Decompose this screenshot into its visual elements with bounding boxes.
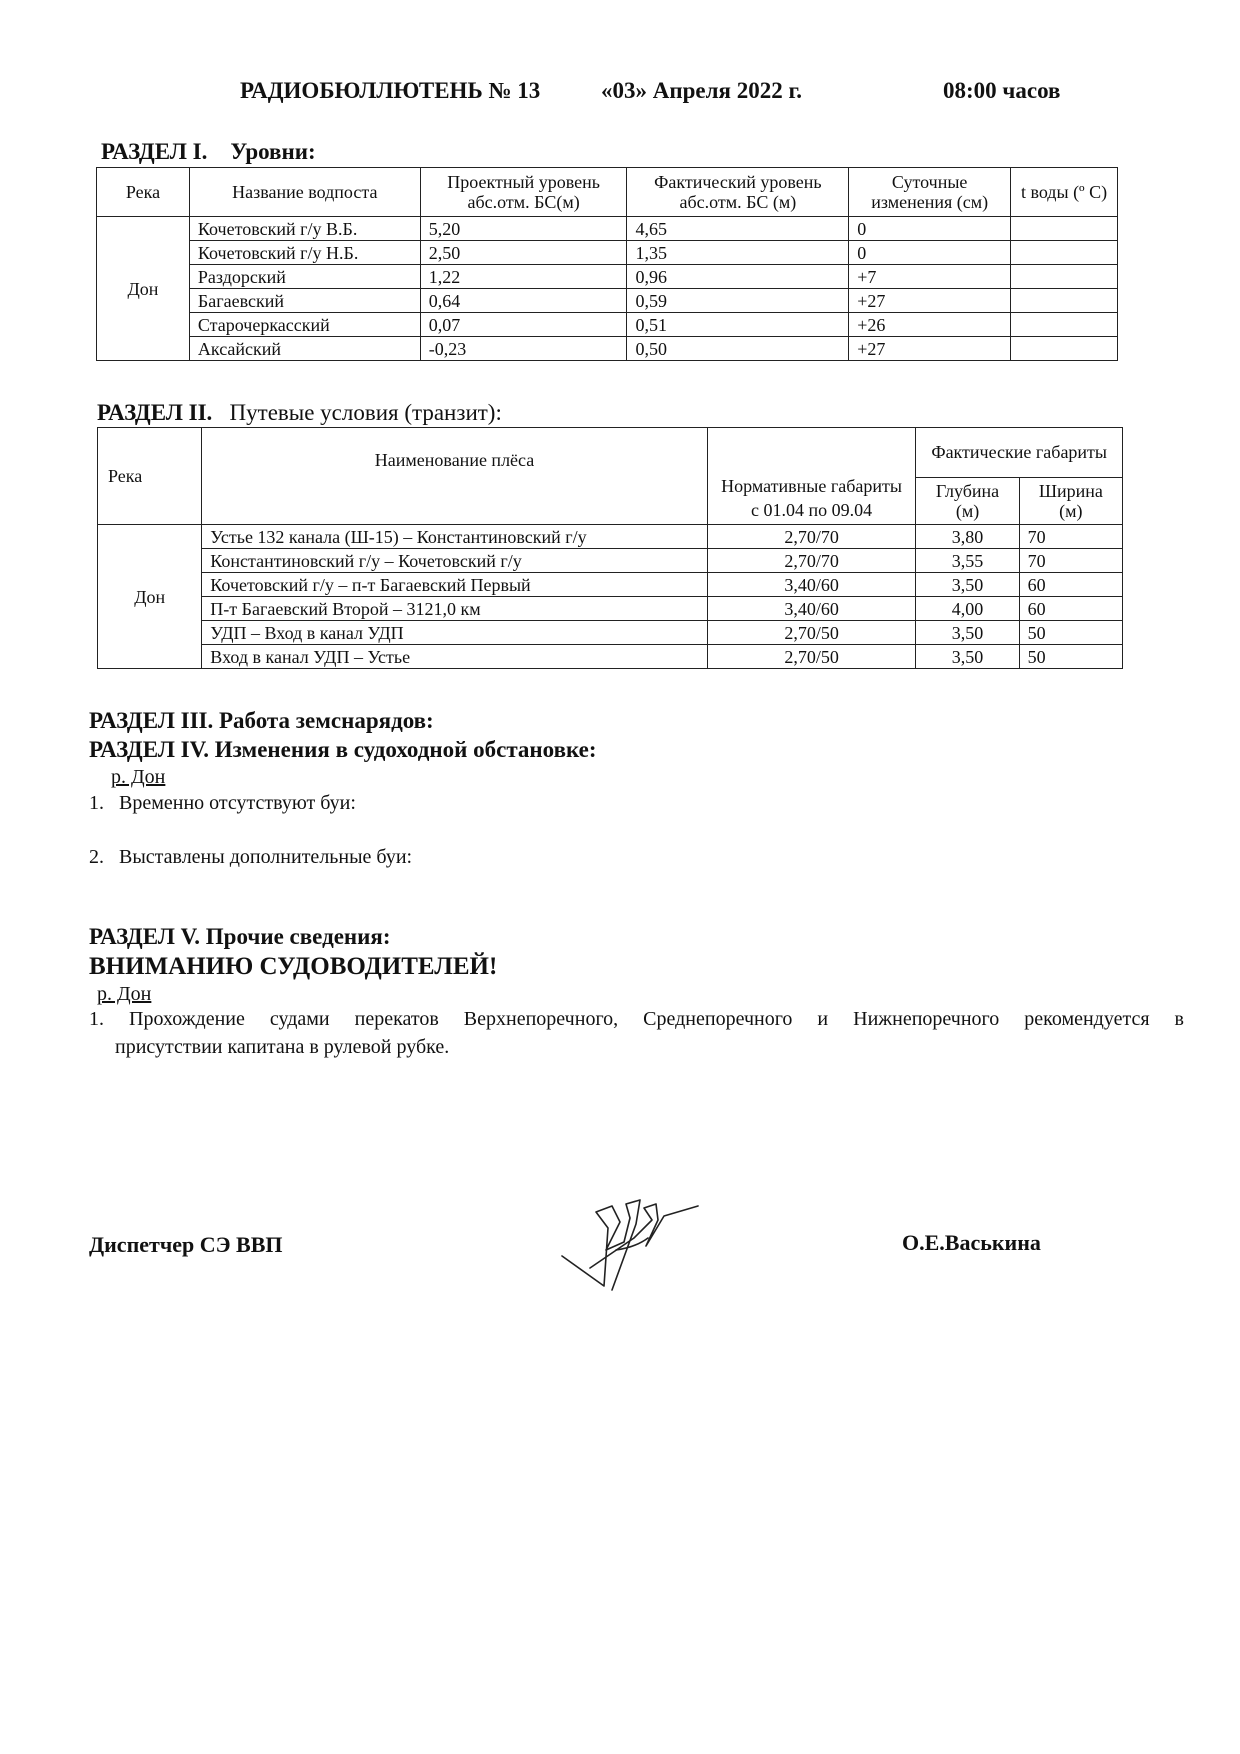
table-row	[98, 597, 1123, 621]
section1-title	[101, 139, 316, 165]
post-cell: Раздорский	[189, 265, 420, 289]
project-cell: 0,64	[420, 289, 627, 313]
stretch-cell: Устье 132 канала (Ш-15) – Константиновский г/у	[202, 525, 707, 549]
post-cell: Старочеркасский	[189, 313, 420, 337]
missing-buoys-item: 1. Временно отсутствуют буи:	[89, 792, 356, 814]
temp-cell	[1011, 265, 1118, 289]
signature-image	[560, 1198, 700, 1293]
change-cell: +27	[849, 289, 1011, 313]
transit-conditions-table	[97, 427, 1123, 669]
col-daily-change: Суточные изменения (см)	[849, 168, 1011, 217]
width-cell: 70	[1019, 549, 1122, 573]
col-river: Река	[98, 428, 202, 525]
section5-river: р. Дон	[97, 983, 152, 1005]
post-cell: Кочетовский г/у Н.Б.	[189, 241, 420, 265]
actual-cell: 0,59	[627, 289, 849, 313]
table-header-row	[98, 428, 1123, 478]
change-cell: 0	[849, 241, 1011, 265]
table-row	[97, 313, 1118, 337]
width-cell: 60	[1019, 597, 1122, 621]
notice-line-2: присутствии капитана в рулевой рубке.	[115, 1036, 450, 1058]
stretch-cell: УДП – Вход в канал УДП	[202, 621, 707, 645]
table-row	[98, 621, 1123, 645]
stretch-cell: Константиновский г/у – Кочетовский г/у	[202, 549, 707, 573]
table-header-row	[97, 168, 1118, 217]
section4-river: р. Дон	[111, 766, 166, 788]
norm-cell: 3,40/60	[707, 597, 916, 621]
section2-title	[97, 400, 502, 426]
temp-cell	[1011, 241, 1118, 265]
col-post: Название водпоста	[189, 168, 420, 217]
table-row	[97, 265, 1118, 289]
post-cell: Багаевский	[189, 289, 420, 313]
col-river: Река	[97, 168, 190, 217]
table-row	[98, 525, 1123, 549]
project-cell: 5,20	[420, 217, 627, 241]
attention-heading: ВНИМАНИЮ СУДОВОДИТЕЛЕЙ!	[89, 953, 498, 980]
notice-line-1: 1. Прохождение судами перекатов Верхнепоречного, Среднепоречного и Нижнепоречного рекомендуется в	[89, 1008, 1184, 1030]
section1-number: РАЗДЕЛ I.	[101, 139, 208, 164]
table-row	[98, 573, 1123, 597]
depth-cell: 3,50	[916, 645, 1019, 669]
temp-cell	[1011, 337, 1118, 361]
norm-cell: 2,70/50	[707, 621, 916, 645]
section4-title: РАЗДЕЛ IV. Изменения в судоходной обстановке:	[89, 737, 597, 762]
section5-title: РАЗДЕЛ V. Прочие сведения:	[89, 924, 391, 949]
actual-cell: 1,35	[627, 241, 849, 265]
change-cell: +7	[849, 265, 1011, 289]
norm-cell: 3,40/60	[707, 573, 916, 597]
change-cell: +27	[849, 337, 1011, 361]
levels-table	[96, 167, 1118, 361]
actual-cell: 0,96	[627, 265, 849, 289]
change-cell: 0	[849, 217, 1011, 241]
bulletin-date: «03» Апреля 2022 г.	[601, 78, 803, 103]
dispatcher-role: Диспетчер СЭ ВВП	[89, 1232, 283, 1257]
bulletin-time: 08:00 часов	[943, 78, 1061, 103]
col-actual-level: Фактический уровень абс.отм. БС (м)	[627, 168, 849, 217]
project-cell: 0,07	[420, 313, 627, 337]
col-water-temp: t воды (º С)	[1011, 168, 1118, 217]
actual-cell: 0,51	[627, 313, 849, 337]
width-cell: 50	[1019, 621, 1122, 645]
added-buoys-item: 2. Выставлены дополнительные буи:	[89, 846, 413, 868]
col-actual-dimensions: Фактические габариты	[916, 428, 1123, 478]
col-width: Ширина (м)	[1019, 477, 1122, 525]
section3-title: РАЗДЕЛ III. Работа земснарядов:	[89, 708, 434, 733]
change-cell: +26	[849, 313, 1011, 337]
dispatcher-name: О.Е.Васькина	[902, 1230, 1041, 1255]
stretch-cell: Кочетовский г/у – п-т Багаевский Первый	[202, 573, 707, 597]
post-cell: Аксайский	[189, 337, 420, 361]
width-cell: 60	[1019, 573, 1122, 597]
bulletin-header	[0, 78, 1240, 114]
col-stretch: Наименование плёса	[202, 428, 707, 525]
temp-cell	[1011, 217, 1118, 241]
project-cell: 1,22	[420, 265, 627, 289]
depth-cell: 3,80	[916, 525, 1019, 549]
depth-cell: 3,50	[916, 621, 1019, 645]
col-project-level: Проектный уровень абс.отм. БС(м)	[420, 168, 627, 217]
bulletin-number: РАДИОБЮЛЛЮТЕНЬ № 13	[240, 78, 541, 103]
temp-cell	[1011, 313, 1118, 337]
section1-label: Уровни:	[230, 139, 316, 164]
stretch-cell: П-т Багаевский Второй – 3121,0 км	[202, 597, 707, 621]
river-cell: Дон	[97, 217, 190, 361]
project-cell: 2,50	[420, 241, 627, 265]
actual-cell: 0,50	[627, 337, 849, 361]
river-cell: Дон	[98, 525, 202, 669]
depth-cell: 4,00	[916, 597, 1019, 621]
table-row	[97, 241, 1118, 265]
width-cell: 70	[1019, 525, 1122, 549]
norm-cell: 2,70/70	[707, 549, 916, 573]
section2-number: РАЗДЕЛ II.	[97, 400, 213, 425]
table-row	[97, 337, 1118, 361]
stretch-cell: Вход в канал УДП – Устье	[202, 645, 707, 669]
section2-label: Путевые условия (транзит):	[229, 400, 502, 425]
depth-cell: 3,50	[916, 573, 1019, 597]
depth-cell: 3,55	[916, 549, 1019, 573]
temp-cell	[1011, 289, 1118, 313]
project-cell: -0,23	[420, 337, 627, 361]
width-cell: 50	[1019, 645, 1122, 669]
col-depth: Глубина (м)	[916, 477, 1019, 525]
table-row	[97, 217, 1118, 241]
norm-cell: 2,70/50	[707, 645, 916, 669]
col-norm-dimensions: Нормативные габариты с 01.04 по 09.04	[707, 428, 916, 525]
actual-cell: 4,65	[627, 217, 849, 241]
norm-cell: 2,70/70	[707, 525, 916, 549]
table-row	[98, 549, 1123, 573]
table-row	[97, 289, 1118, 313]
post-cell: Кочетовский г/у В.Б.	[189, 217, 420, 241]
table-row	[98, 645, 1123, 669]
